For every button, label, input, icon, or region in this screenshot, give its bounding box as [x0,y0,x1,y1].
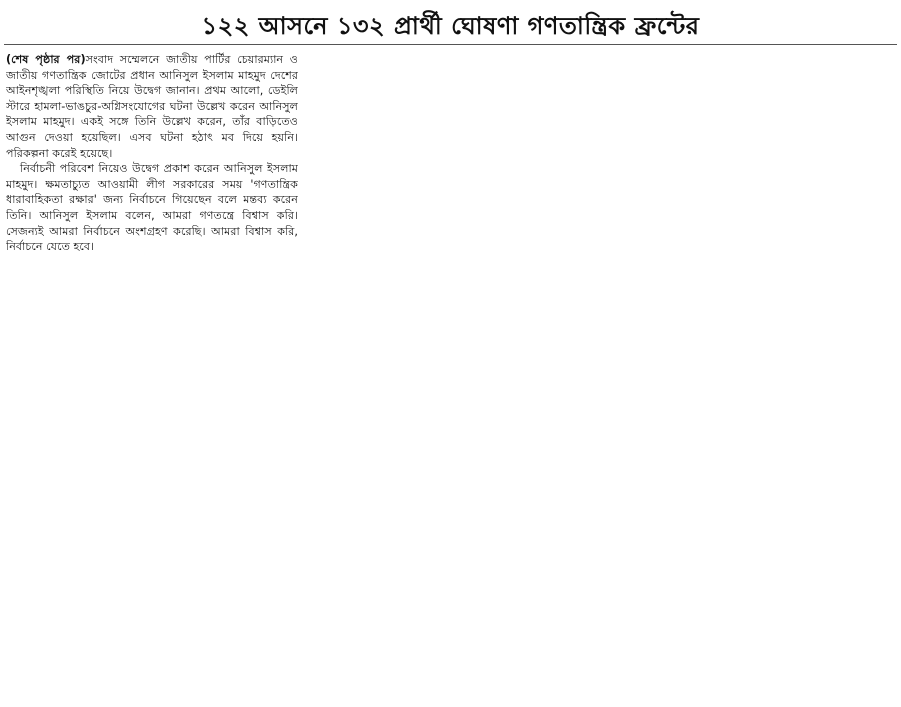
continued-tag: (শেষ পৃষ্ঠার পর) [6,53,86,66]
column-2 [308,52,600,702]
column-1 [6,52,298,702]
paragraph: নির্বাচনী পরিবেশ নিয়েও উদ্বেগ প্রকাশ করেন আনিসুল ইসলাম মাহমুদ। ক্ষমতাচ্যুত আওয়ামী লীগ সরকারের সময় 'গণতান্ত্রিক ধারাবাহিকতা রক্ষার' জন্য নির্বাচনে গিয়েছেন বলে মন্তব্য করেন তিনি। আনিসুল ইসলাম বলেন, আমরা গণতন্ত্রে বিশ্বাস করি। সেজন্যই আমরা নির্বাচনে অংশগ্রহণ করেছি। আমরা বিশ্বাস করি, নির্বাচনে যেতে হবে। [6,162,298,254]
paragraph [6,52,298,161]
headline: ১২২ আসনে ১৩২ প্রার্থী ঘোষণা গণতান্ত্রিক ফ্রন্টের [201,12,700,40]
paragraph-text: সংবাদ সম্মেলনে জাতীয় পার্টির চেয়ারম্যান ও জাতীয় গণতান্ত্রিক জোটের প্রধান আনিসুল ইসলাম মাহমুদ দেশের আইনশৃঙ্খলা পরিস্থিতি নিয়ে উদ্বেগ জানান। প্রথম আলো, ডেইলি স্টারে হামলা-ভাঙচুর-অগ্নিসংযোগের ঘটনা উল্লেখ করেন আনিসুল ইসলাম মাহমুদ। একই সঙ্গে তিনি উল্লেখ করেন, তাঁর বাড়িতেও আগুন দেওয়া হয়েছিল। এসব ঘটনা হঠাৎ মব দিয়ে হয়নি। পরিকল্পনা করেই হয়েছে। [6,53,298,160]
column-3 [606,52,896,702]
headline-rule [4,44,897,45]
